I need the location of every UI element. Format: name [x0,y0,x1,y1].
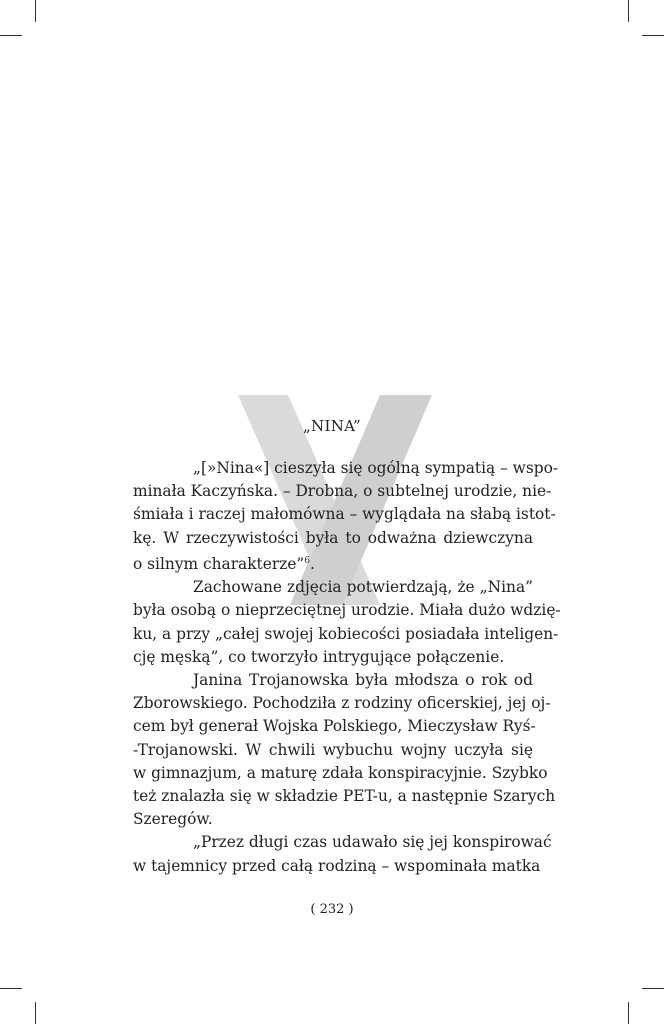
text-fragment: . [310,554,315,573]
text-line: „[»Nina«] cieszyła się ogólną sympatią – wspo- [193,459,559,477]
footnote-reference: 6 [304,555,311,566]
crop-mark-top-left-h [0,35,22,36]
crop-mark-bottom-left [35,1002,36,1024]
crop-mark-top-right-h [642,35,664,36]
text-line: cję męską”, co tworzyło intrygujące połączenie. [133,647,505,666]
crop-mark-top-right [628,0,629,22]
text-line: cem był generał Wojska Polskiego, Mieczysław Ryś- [133,717,536,736]
crop-mark-bottom-right [628,1002,629,1024]
crop-mark-top-left [35,0,36,22]
text-line: kę. W rzeczywistości była to odważna dziewczyna [133,528,533,547]
text-line: ku, a przy „całej swojej kobiecości posiadała inteligen- [133,624,559,643]
text-line: w tajemnicy przed całą rodziną – wspominała matka [133,856,541,875]
text-line: minała Kaczyńska. – Drobna, o subtelnej urodzie, nie- [133,482,552,501]
text-line: była osobą o nieprzeciętnej urodzie. Miała dużo wdzię- [133,601,561,620]
text-line: śmiała i raczej małomówna – wyglądała na słabą istot- [133,505,556,524]
text-line: Janina Trojanowska była młodsza o rok od [193,670,533,689]
text-line: Zachowane zdjęcia potwierdzają, że „Nina” [193,578,533,597]
text-line: -Trojanowski. W chwili wybuchu wojny uczyła się [133,740,533,759]
text-fragment: o silnym charakterze” [133,554,305,573]
text-line: Zborowskiego. Pochodziła z rodziny oficerskiej, jej oj- [133,694,551,713]
crop-mark-bottom-right-h [642,988,664,989]
chapter-title: „NINA” [302,417,362,435]
text-line: też znalazła się w składzie PET-u, a następnie Szarych [133,786,556,805]
crop-mark-bottom-left-h [0,988,22,989]
body-text [133,457,561,878]
page-number: ( 232 ) [310,902,354,917]
text-line: Szeregów. [133,810,213,829]
text-line [133,550,533,576]
text-line: w gimnazjum, a maturę zdała konspiracyjnie. Szybko [133,763,548,782]
text-line: „Przez długi czas udawało się jej konspirować [193,833,552,852]
